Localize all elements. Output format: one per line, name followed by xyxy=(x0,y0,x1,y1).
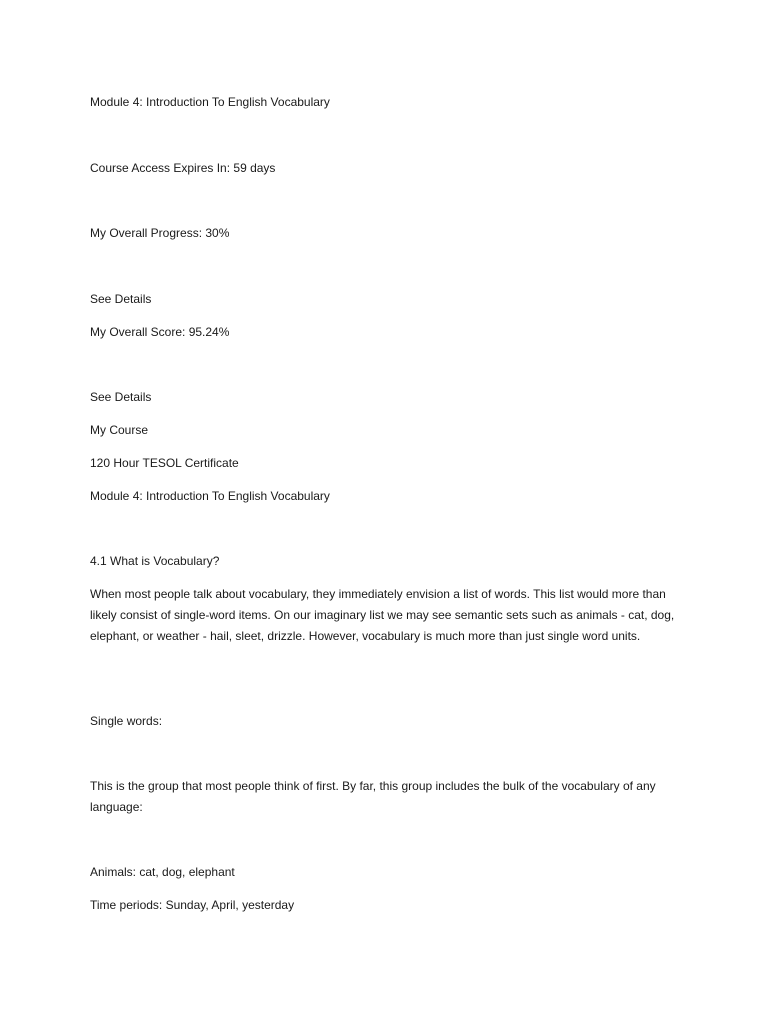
example-animals: Animals: cat, dog, elephant xyxy=(90,865,235,879)
see-details-score-link[interactable]: See Details xyxy=(90,390,152,404)
overall-score-text: My Overall Score: 95.24% xyxy=(90,325,230,339)
overall-progress-text: My Overall Progress: 30% xyxy=(90,226,230,240)
breadcrumb-module[interactable]: Module 4: Introduction To English Vocabulary xyxy=(90,489,330,503)
see-details-progress-link[interactable]: See Details xyxy=(90,292,152,306)
single-words-heading: Single words: xyxy=(90,714,163,728)
access-expiry-text: Course Access Expires In: 59 days xyxy=(90,161,276,175)
section-heading: 4.1 What is Vocabulary? xyxy=(90,554,220,568)
single-words-paragraph: This is the group that most people think of first. By far, this group includes the bulk of the vocabulary of any language: xyxy=(90,779,656,814)
breadcrumb-course-name[interactable]: 120 Hour TESOL Certificate xyxy=(90,456,239,470)
example-time-periods: Time periods: Sunday, April, yesterday xyxy=(90,898,295,912)
breadcrumb-my-course[interactable]: My Course xyxy=(90,423,149,437)
document-page xyxy=(90,0,690,1024)
module-title: Module 4: Introduction To English Vocabulary xyxy=(90,95,330,109)
intro-paragraph: When most people talk about vocabulary, they immediately envision a list of words. This list would more than likely consist of single-word items. On our imaginary list we may see semantic sets such as animals - cat, dog, elephant, or weather - hail, sleet, drizzle. However, vocabulary is much more than just single word units. xyxy=(90,587,675,643)
